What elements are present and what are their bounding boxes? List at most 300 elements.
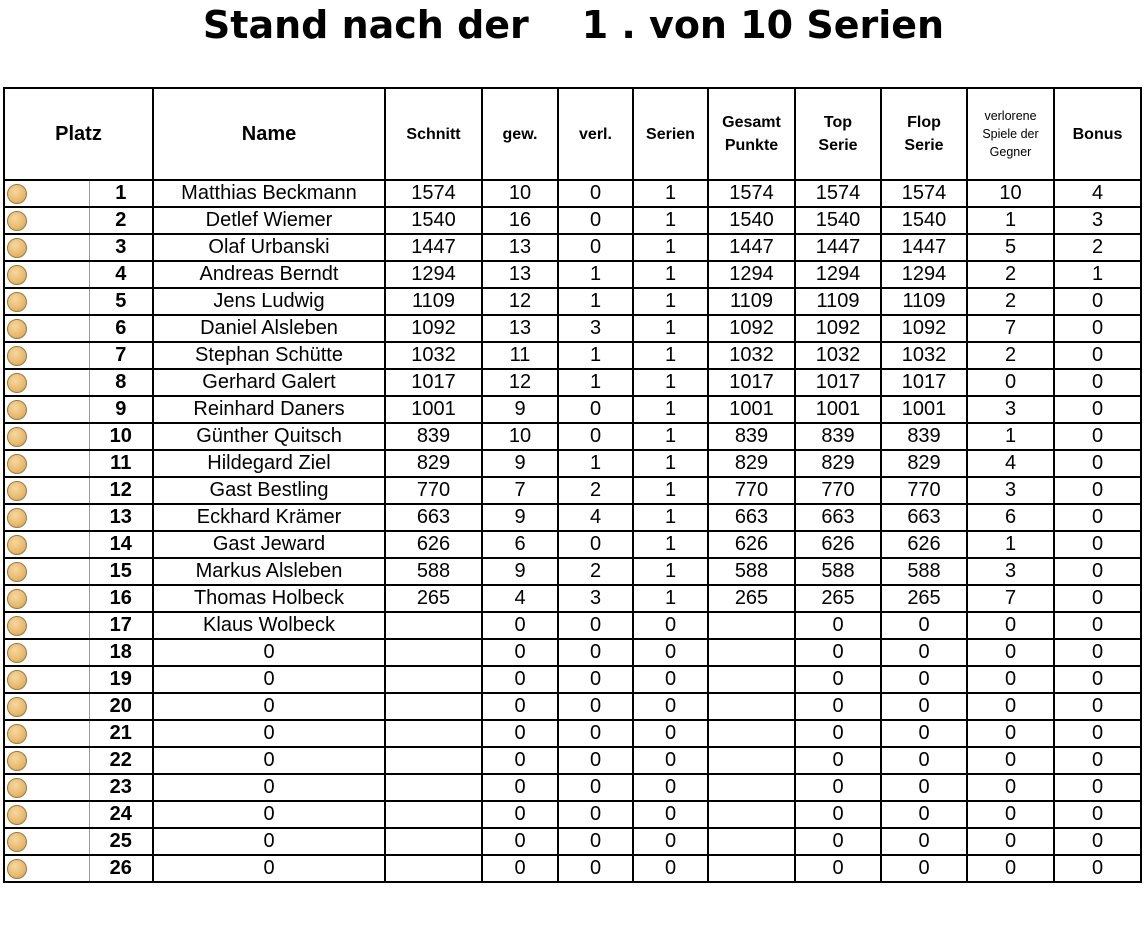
cell-bonus: 2 (1054, 234, 1141, 261)
cell-schnitt (385, 612, 482, 639)
cell-flop: 839 (881, 423, 967, 450)
cell-gew: 0 (482, 747, 558, 774)
cell-rank: 18 (89, 639, 153, 666)
cell-rank: 22 (89, 747, 153, 774)
cell-gesamt: 1032 (708, 342, 795, 369)
cell-verlorene: 4 (967, 450, 1054, 477)
table-row (4, 693, 1141, 720)
cell-name: 0 (153, 774, 385, 801)
cell-bonus: 0 (1054, 558, 1141, 585)
cell-rank: 7 (89, 342, 153, 369)
cell-verl: 0 (558, 774, 633, 801)
cell-rank: 2 (89, 207, 153, 234)
cell-bonus: 0 (1054, 423, 1141, 450)
table-row (4, 585, 1141, 612)
medal-icon (7, 724, 27, 744)
cell-verlorene: 0 (967, 369, 1054, 396)
header-verlorene-spiele (967, 88, 1054, 180)
cell-schnitt: 663 (385, 504, 482, 531)
cell-verl: 0 (558, 720, 633, 747)
cell-rank: 26 (89, 855, 153, 882)
cell-gesamt: 626 (708, 531, 795, 558)
cell-gesamt: 1109 (708, 288, 795, 315)
cell-serien: 1 (633, 207, 708, 234)
cell-verlorene: 3 (967, 396, 1054, 423)
cell-verl: 0 (558, 234, 633, 261)
cell-schnitt (385, 720, 482, 747)
cell-top: 0 (795, 774, 881, 801)
cell-name: 0 (153, 828, 385, 855)
medal-cell (4, 801, 89, 828)
cell-flop: 1017 (881, 369, 967, 396)
cell-name: Gast Bestling (153, 477, 385, 504)
cell-name: Thomas Holbeck (153, 585, 385, 612)
cell-rank: 16 (89, 585, 153, 612)
cell-name: 0 (153, 666, 385, 693)
cell-verlorene: 0 (967, 693, 1054, 720)
cell-gesamt (708, 828, 795, 855)
cell-rank: 15 (89, 558, 153, 585)
cell-verl: 1 (558, 342, 633, 369)
cell-verl: 1 (558, 261, 633, 288)
cell-gesamt: 1294 (708, 261, 795, 288)
cell-schnitt (385, 747, 482, 774)
cell-verlorene: 6 (967, 504, 1054, 531)
header-schnitt: Schnitt (385, 88, 482, 180)
cell-schnitt (385, 693, 482, 720)
cell-gesamt: 1447 (708, 234, 795, 261)
cell-bonus: 0 (1054, 342, 1141, 369)
cell-schnitt: 265 (385, 585, 482, 612)
cell-schnitt: 839 (385, 423, 482, 450)
cell-name: Klaus Wolbeck (153, 612, 385, 639)
cell-top: 770 (795, 477, 881, 504)
header-verl: verl. (558, 88, 633, 180)
cell-bonus: 0 (1054, 288, 1141, 315)
cell-verl: 0 (558, 801, 633, 828)
cell-verl: 0 (558, 855, 633, 882)
cell-rank: 5 (89, 288, 153, 315)
cell-bonus: 0 (1054, 693, 1141, 720)
header-gesamt-punkte (708, 88, 795, 180)
medal-icon (7, 778, 27, 798)
cell-rank: 20 (89, 693, 153, 720)
cell-bonus: 1 (1054, 261, 1141, 288)
medal-icon (7, 589, 27, 609)
cell-serien: 1 (633, 504, 708, 531)
header-flop-serie (881, 88, 967, 180)
cell-schnitt: 1092 (385, 315, 482, 342)
medal-cell (4, 342, 89, 369)
cell-schnitt (385, 801, 482, 828)
cell-verlorene: 1 (967, 207, 1054, 234)
medal-icon (7, 265, 27, 285)
medal-cell (4, 315, 89, 342)
cell-schnitt: 1294 (385, 261, 482, 288)
cell-serien: 0 (633, 801, 708, 828)
cell-serien: 0 (633, 747, 708, 774)
cell-top: 0 (795, 747, 881, 774)
medal-cell (4, 774, 89, 801)
medal-cell (4, 261, 89, 288)
cell-verlorene: 7 (967, 585, 1054, 612)
cell-gew: 0 (482, 666, 558, 693)
cell-verlorene: 5 (967, 234, 1054, 261)
medal-icon (7, 535, 27, 555)
cell-schnitt (385, 774, 482, 801)
cell-top: 1540 (795, 207, 881, 234)
cell-flop: 0 (881, 855, 967, 882)
cell-gew: 11 (482, 342, 558, 369)
cell-flop: 1540 (881, 207, 967, 234)
cell-gesamt (708, 801, 795, 828)
cell-gew: 0 (482, 801, 558, 828)
cell-verlorene: 0 (967, 801, 1054, 828)
cell-name: Andreas Berndt (153, 261, 385, 288)
table-row (4, 828, 1141, 855)
cell-serien: 1 (633, 180, 708, 207)
cell-bonus: 0 (1054, 450, 1141, 477)
cell-gew: 9 (482, 450, 558, 477)
cell-top: 0 (795, 639, 881, 666)
cell-top: 0 (795, 612, 881, 639)
cell-schnitt: 1017 (385, 369, 482, 396)
cell-bonus: 3 (1054, 207, 1141, 234)
table-row (4, 288, 1141, 315)
cell-schnitt: 1540 (385, 207, 482, 234)
cell-name: Gerhard Galert (153, 369, 385, 396)
medal-icon (7, 346, 27, 366)
medal-cell (4, 234, 89, 261)
cell-name: 0 (153, 747, 385, 774)
cell-gew: 0 (482, 828, 558, 855)
medal-icon (7, 562, 27, 582)
medal-icon (7, 454, 27, 474)
cell-name: Daniel Alsleben (153, 315, 385, 342)
cell-top: 1092 (795, 315, 881, 342)
medal-cell (4, 288, 89, 315)
cell-bonus: 0 (1054, 369, 1141, 396)
cell-rank: 1 (89, 180, 153, 207)
cell-name: Detlef Wiemer (153, 207, 385, 234)
medal-cell (4, 369, 89, 396)
header-verlorene-line3: Gegner (989, 145, 1032, 159)
cell-verlorene: 3 (967, 558, 1054, 585)
cell-verl: 0 (558, 693, 633, 720)
table-row (4, 747, 1141, 774)
medal-icon (7, 319, 27, 339)
cell-rank: 8 (89, 369, 153, 396)
cell-serien: 0 (633, 828, 708, 855)
cell-top: 839 (795, 423, 881, 450)
table-row (4, 612, 1141, 639)
cell-schnitt: 770 (385, 477, 482, 504)
cell-bonus: 4 (1054, 180, 1141, 207)
cell-gesamt: 588 (708, 558, 795, 585)
cell-bonus: 0 (1054, 666, 1141, 693)
cell-flop: 0 (881, 747, 967, 774)
cell-name: 0 (153, 720, 385, 747)
table-row (4, 774, 1141, 801)
cell-verl: 1 (558, 369, 633, 396)
table-row (4, 477, 1141, 504)
cell-bonus: 0 (1054, 585, 1141, 612)
table-row (4, 315, 1141, 342)
cell-flop: 1574 (881, 180, 967, 207)
cell-top: 1017 (795, 369, 881, 396)
cell-serien: 1 (633, 342, 708, 369)
cell-top: 1032 (795, 342, 881, 369)
medal-cell (4, 531, 89, 558)
cell-serien: 1 (633, 558, 708, 585)
cell-gesamt: 1574 (708, 180, 795, 207)
cell-flop: 1447 (881, 234, 967, 261)
cell-name: Hildegard Ziel (153, 450, 385, 477)
header-platz: Platz (4, 88, 153, 180)
header-serien: Serien (633, 88, 708, 180)
cell-rank: 23 (89, 774, 153, 801)
cell-top: 0 (795, 666, 881, 693)
cell-flop: 1032 (881, 342, 967, 369)
cell-serien: 1 (633, 234, 708, 261)
cell-serien: 1 (633, 450, 708, 477)
cell-top: 829 (795, 450, 881, 477)
cell-schnitt (385, 828, 482, 855)
cell-verl: 1 (558, 450, 633, 477)
cell-top: 1001 (795, 396, 881, 423)
table-row (4, 558, 1141, 585)
medal-icon (7, 211, 27, 231)
table-row (4, 720, 1141, 747)
cell-schnitt: 829 (385, 450, 482, 477)
cell-flop: 829 (881, 450, 967, 477)
cell-gew: 4 (482, 585, 558, 612)
cell-verl: 0 (558, 639, 633, 666)
medal-cell (4, 180, 89, 207)
cell-serien: 0 (633, 693, 708, 720)
table-row (4, 396, 1141, 423)
cell-gesamt (708, 612, 795, 639)
cell-rank: 4 (89, 261, 153, 288)
cell-gesamt (708, 747, 795, 774)
cell-gesamt: 770 (708, 477, 795, 504)
table-row (4, 207, 1141, 234)
cell-verlorene: 3 (967, 477, 1054, 504)
cell-name: Reinhard Daners (153, 396, 385, 423)
cell-serien: 1 (633, 396, 708, 423)
cell-gesamt (708, 774, 795, 801)
table-row (4, 531, 1141, 558)
cell-flop: 0 (881, 612, 967, 639)
cell-gew: 9 (482, 396, 558, 423)
table-row (4, 234, 1141, 261)
cell-serien: 1 (633, 288, 708, 315)
cell-gesamt: 1001 (708, 396, 795, 423)
cell-gew: 12 (482, 288, 558, 315)
header-row (4, 88, 1141, 180)
cell-gesamt (708, 639, 795, 666)
header-top-line1: Top (823, 114, 853, 131)
cell-gew: 0 (482, 612, 558, 639)
cell-schnitt: 1109 (385, 288, 482, 315)
medal-icon (7, 481, 27, 501)
medal-icon (7, 292, 27, 312)
cell-verlorene: 1 (967, 423, 1054, 450)
cell-bonus: 0 (1054, 801, 1141, 828)
cell-top: 0 (795, 828, 881, 855)
cell-gesamt: 663 (708, 504, 795, 531)
medal-cell (4, 396, 89, 423)
medal-icon (7, 643, 27, 663)
cell-flop: 770 (881, 477, 967, 504)
cell-verl: 0 (558, 396, 633, 423)
cell-verl: 0 (558, 747, 633, 774)
cell-schnitt: 1032 (385, 342, 482, 369)
cell-top: 663 (795, 504, 881, 531)
medal-icon (7, 373, 27, 393)
cell-verl: 1 (558, 288, 633, 315)
cell-gesamt (708, 666, 795, 693)
cell-bonus: 0 (1054, 531, 1141, 558)
cell-name: 0 (153, 801, 385, 828)
cell-bonus: 0 (1054, 396, 1141, 423)
cell-bonus: 0 (1054, 720, 1141, 747)
cell-verlorene: 2 (967, 342, 1054, 369)
cell-gew: 9 (482, 558, 558, 585)
cell-schnitt: 588 (385, 558, 482, 585)
medal-icon (7, 427, 27, 447)
table-row (4, 342, 1141, 369)
cell-gesamt: 1540 (708, 207, 795, 234)
cell-verl: 0 (558, 180, 633, 207)
header-top-line2: Serie (818, 137, 858, 154)
cell-rank: 3 (89, 234, 153, 261)
cell-name: 0 (153, 693, 385, 720)
header-verlorene-line1: verlorene (984, 109, 1037, 123)
cell-flop: 1092 (881, 315, 967, 342)
cell-verl: 0 (558, 828, 633, 855)
cell-name: Eckhard Krämer (153, 504, 385, 531)
medal-cell (4, 828, 89, 855)
medal-cell (4, 423, 89, 450)
cell-bonus: 0 (1054, 828, 1141, 855)
cell-verl: 0 (558, 423, 633, 450)
cell-flop: 1001 (881, 396, 967, 423)
cell-name: Stephan Schütte (153, 342, 385, 369)
medal-cell (4, 558, 89, 585)
cell-serien: 0 (633, 639, 708, 666)
medal-icon (7, 670, 27, 690)
cell-bonus: 0 (1054, 504, 1141, 531)
cell-schnitt: 1001 (385, 396, 482, 423)
cell-flop: 0 (881, 774, 967, 801)
cell-top: 0 (795, 801, 881, 828)
cell-rank: 21 (89, 720, 153, 747)
medal-cell (4, 855, 89, 882)
cell-verlorene: 2 (967, 261, 1054, 288)
cell-top: 0 (795, 720, 881, 747)
cell-gew: 16 (482, 207, 558, 234)
cell-gew: 0 (482, 720, 558, 747)
medal-icon (7, 616, 27, 636)
cell-serien: 0 (633, 666, 708, 693)
standings-table (3, 87, 1142, 883)
page-title: Stand nach der 1 . von 10 Serien (202, 3, 945, 47)
cell-rank: 19 (89, 666, 153, 693)
cell-schnitt (385, 639, 482, 666)
cell-gew: 0 (482, 693, 558, 720)
cell-gesamt: 839 (708, 423, 795, 450)
table-row (4, 423, 1141, 450)
cell-rank: 17 (89, 612, 153, 639)
cell-verlorene: 10 (967, 180, 1054, 207)
table-row (4, 369, 1141, 396)
cell-flop: 663 (881, 504, 967, 531)
medal-cell (4, 504, 89, 531)
medal-icon (7, 832, 27, 852)
cell-name: 0 (153, 855, 385, 882)
cell-top: 265 (795, 585, 881, 612)
cell-name: Gast Jeward (153, 531, 385, 558)
cell-serien: 1 (633, 315, 708, 342)
cell-gew: 9 (482, 504, 558, 531)
medal-cell (4, 207, 89, 234)
medal-cell (4, 477, 89, 504)
cell-verl: 3 (558, 585, 633, 612)
cell-flop: 0 (881, 693, 967, 720)
header-flop-line2: Serie (904, 137, 944, 154)
cell-rank: 11 (89, 450, 153, 477)
cell-serien: 1 (633, 369, 708, 396)
cell-name: Jens Ludwig (153, 288, 385, 315)
table-row (4, 801, 1141, 828)
cell-serien: 0 (633, 720, 708, 747)
cell-serien: 1 (633, 531, 708, 558)
table-row (4, 261, 1141, 288)
cell-gew: 10 (482, 180, 558, 207)
cell-flop: 1109 (881, 288, 967, 315)
cell-bonus: 0 (1054, 639, 1141, 666)
cell-verlorene: 0 (967, 720, 1054, 747)
medal-icon (7, 697, 27, 717)
header-flop-line1: Flop (907, 114, 941, 131)
cell-top: 626 (795, 531, 881, 558)
cell-flop: 0 (881, 801, 967, 828)
cell-top: 588 (795, 558, 881, 585)
cell-gew: 13 (482, 261, 558, 288)
cell-top: 1574 (795, 180, 881, 207)
cell-gesamt: 1017 (708, 369, 795, 396)
cell-schnitt: 1574 (385, 180, 482, 207)
cell-top: 1447 (795, 234, 881, 261)
cell-bonus: 0 (1054, 315, 1141, 342)
cell-rank: 24 (89, 801, 153, 828)
cell-verlorene: 0 (967, 747, 1054, 774)
cell-verlorene: 7 (967, 315, 1054, 342)
cell-schnitt (385, 855, 482, 882)
medal-icon (7, 184, 27, 204)
cell-verl: 0 (558, 531, 633, 558)
cell-serien: 0 (633, 774, 708, 801)
cell-serien: 0 (633, 612, 708, 639)
cell-gew: 12 (482, 369, 558, 396)
cell-verl: 0 (558, 612, 633, 639)
cell-flop: 0 (881, 828, 967, 855)
cell-top: 1294 (795, 261, 881, 288)
cell-bonus: 0 (1054, 747, 1141, 774)
cell-flop: 626 (881, 531, 967, 558)
cell-verl: 2 (558, 477, 633, 504)
